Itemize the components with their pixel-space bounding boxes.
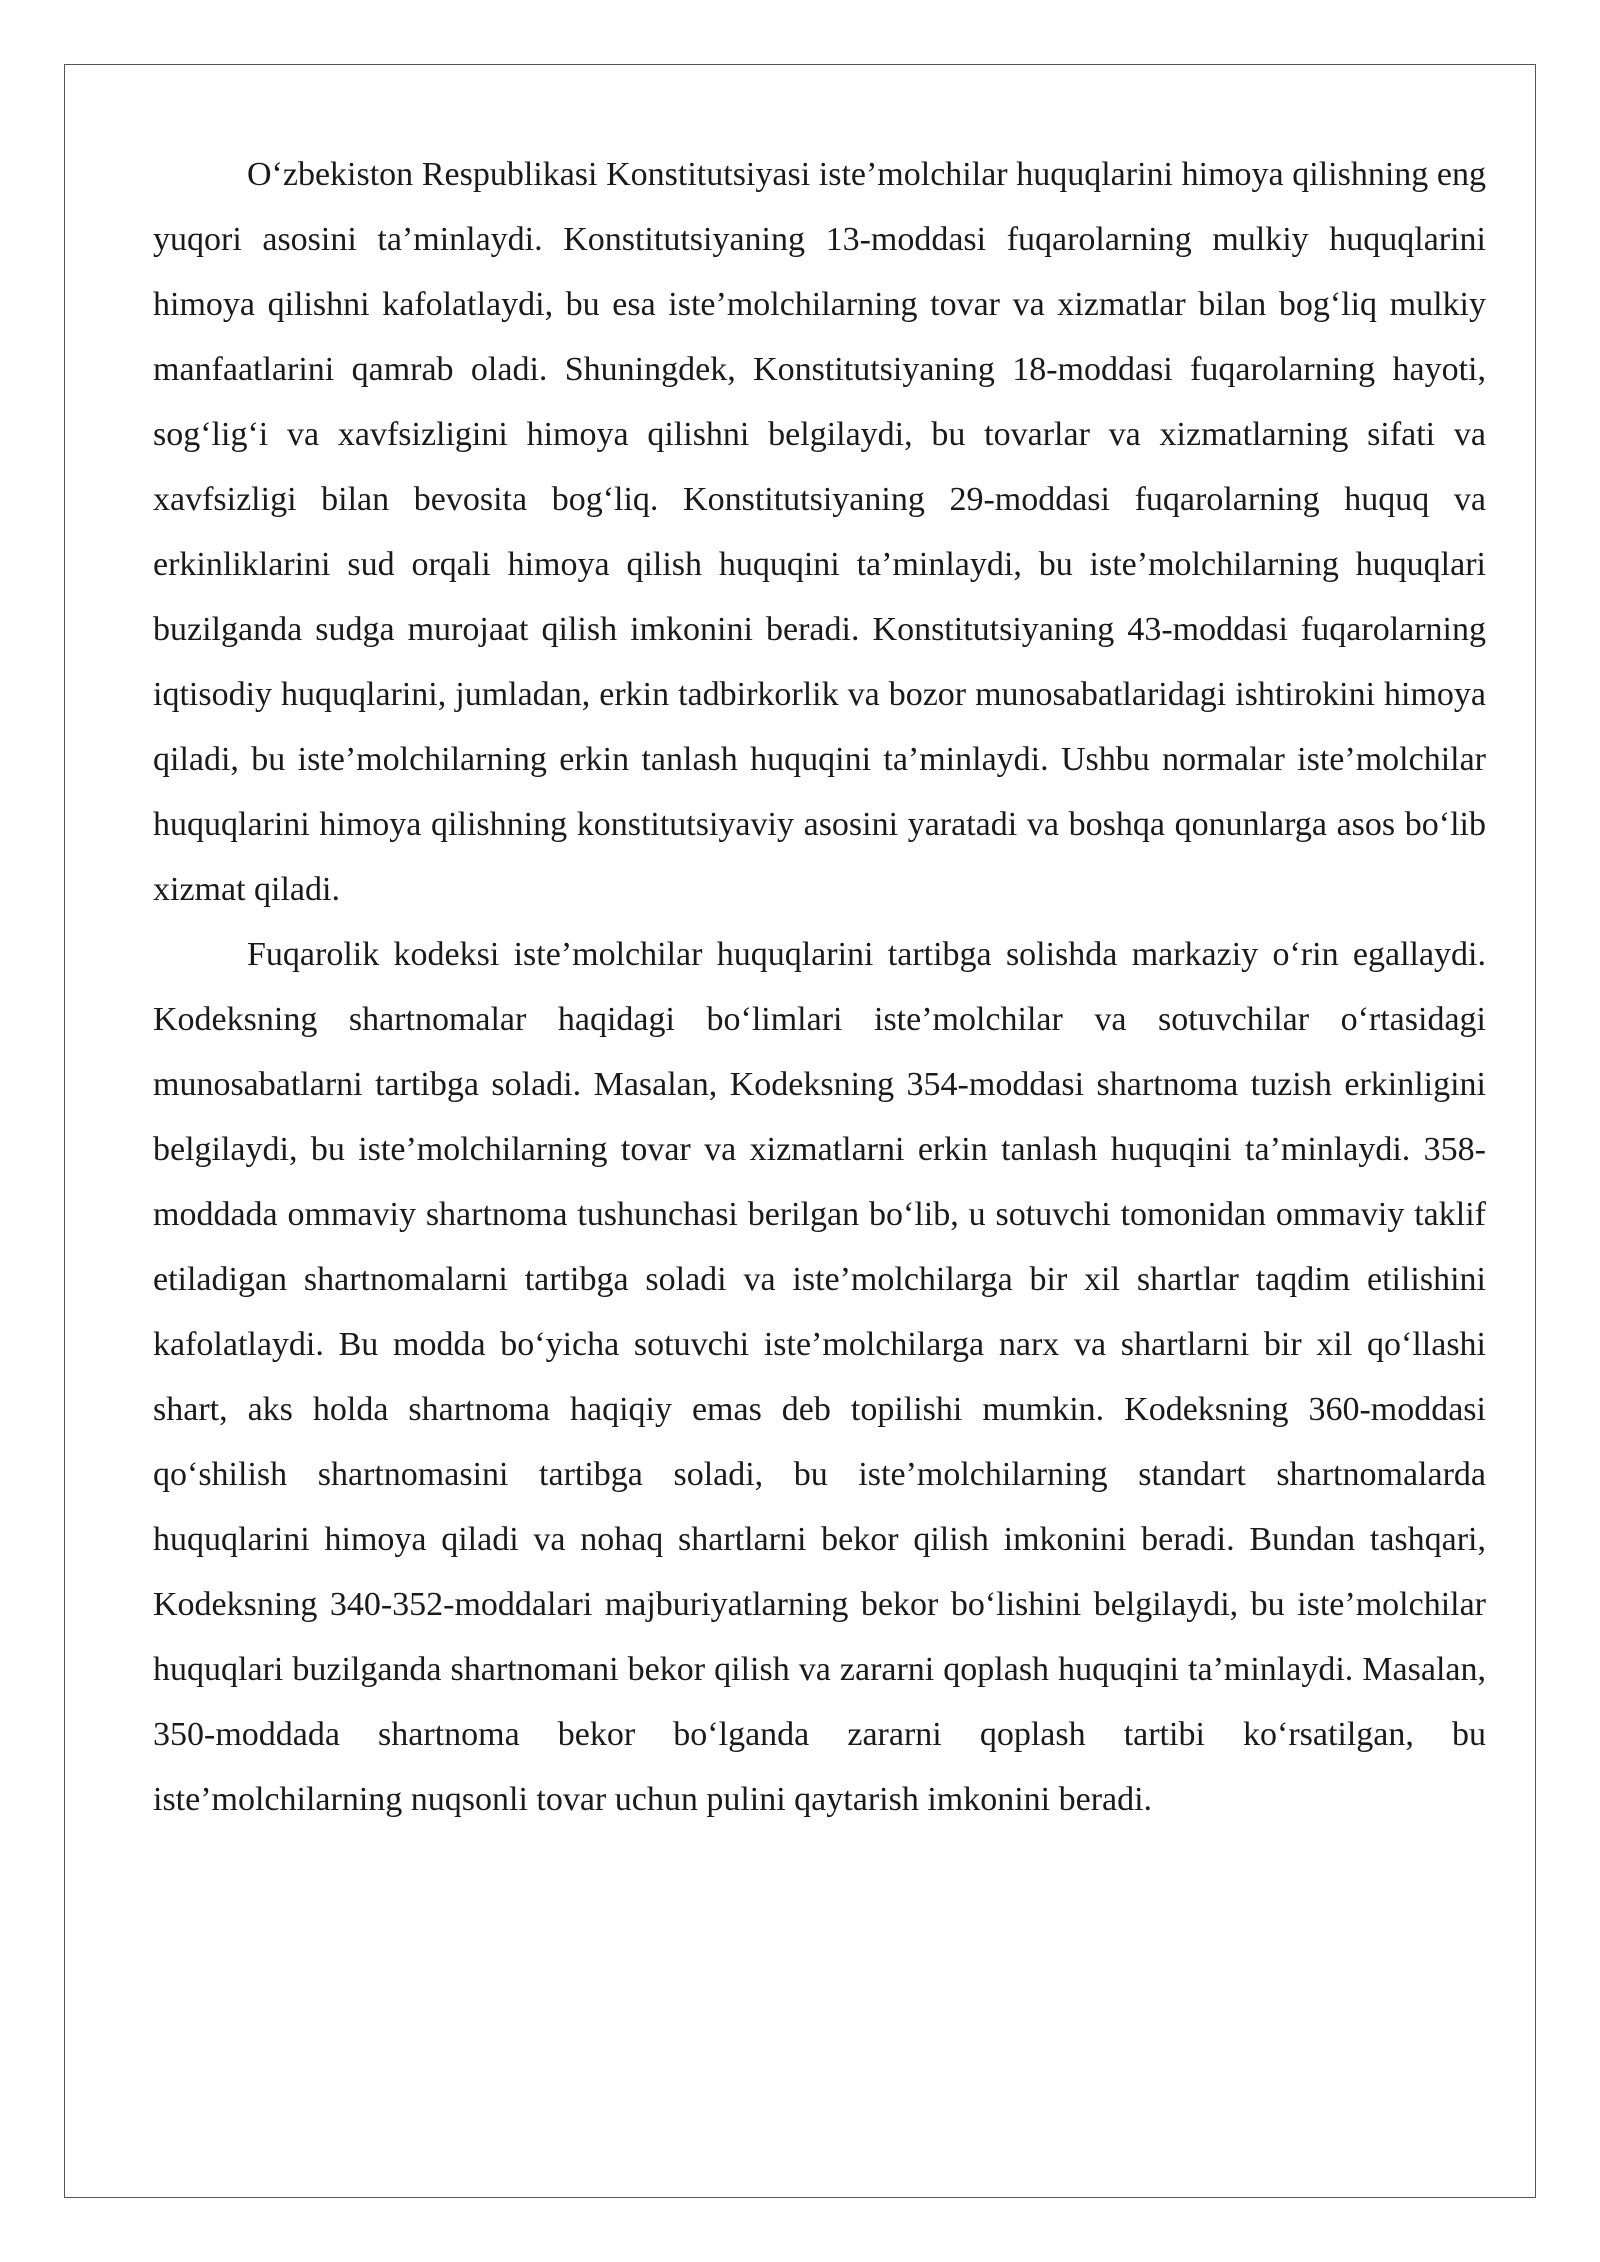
paragraph-civil-code: Fuqarolik kodeksi iste’molchilar huquqlarini tartibga solishda markaziy o‘rin egallaydi. Kodeksning shartnomalar haqidagi bo‘limlari iste’molchilar va sotuvchilar o‘rtasidagi munosabatlarni tartibga soladi. Masalan, Kodeksning 354-moddasi shartnoma tuzish erkinligini belgilaydi, bu iste’molchilarning tovar va xizmatlarni erkin tanlash huquqini ta’minlaydi. 358-moddada ommaviy shartnoma tushunchasi berilgan bo‘lib, u sotuvchi tomonidan ommaviy taklif etiladigan shartnomalarni tartibga soladi va iste’molchilarga bir xil shartlar taqdim etilishini kafolatlaydi. Bu modda bo‘yicha sotuvchi iste’molchilarga narx va shartlarni bir xil qo‘llashi shart, aks holda shartnoma haqiqiy emas deb topilishi mumkin. Kodeksning 360-moddasi qo‘shilish shartnomasini tartibga soladi, bu iste’molchilarning standart shartnomalarda huquqlarini himoya qiladi va nohaq shartlarni bekor qilish imkonini beradi. Bundan tashqari, Kodeksning 340-352-moddalari majburiyatlarning bekor bo‘lishini belgilaydi, bu iste’molchilar huquqlari buzilganda shartnomani bekor qilish va zararni qoplash huquqini ta’minlaydi. Masalan, 350-moddada shartnoma bekor bo‘lganda zararni qoplash tartibi ko‘rsatilgan, bu iste’molchilarning nuqsonli tovar uchun pulini qaytarish imkonini beradi. xyxy=(153,936,1486,1818)
document-body xyxy=(153,142,1486,1832)
paragraph-constitution: O‘zbekiston Respublikasi Konstitutsiyasi iste’molchilar huquqlarini himoya qilishning eng yuqori asosini ta’minlaydi. Konstitutsiyaning 13-moddasi fuqarolarning mulkiy huquqlarini himoya qilishni kafolatlaydi, bu esa iste’molchilarning tovar va xizmatlar bilan bog‘liq mulkiy manfaatlarini qamrab oladi. Shuningdek, Konstitutsiyaning 18-moddasi fuqarolarning hayoti, sog‘lig‘i va xavfsizligini himoya qilishni belgilaydi, bu tovarlar va xizmatlarning sifati va xavfsizligi bilan bevosita bog‘liq. Konstitutsiyaning 29-moddasi fuqarolarning huquq va erkinliklarini sud orqali himoya qilish huquqini ta’minlaydi, bu iste’molchilarning huquqlari buzilganda sudga murojaat qilish imkonini beradi. Konstitutsiyaning 43-moddasi fuqarolarning iqtisodiy huquqlarini, jumladan, erkin tadbirkorlik va bozor munosabatlaridagi ishtirokini himoya qiladi, bu iste’molchilarning erkin tanlash huquqini ta’minlaydi. Ushbu normalar iste’molchilar huquqlarini himoya qilishning konstitutsiyaviy asosini yaratadi va boshqa qonunlarga asos bo‘lib xizmat qiladi. xyxy=(153,156,1486,908)
